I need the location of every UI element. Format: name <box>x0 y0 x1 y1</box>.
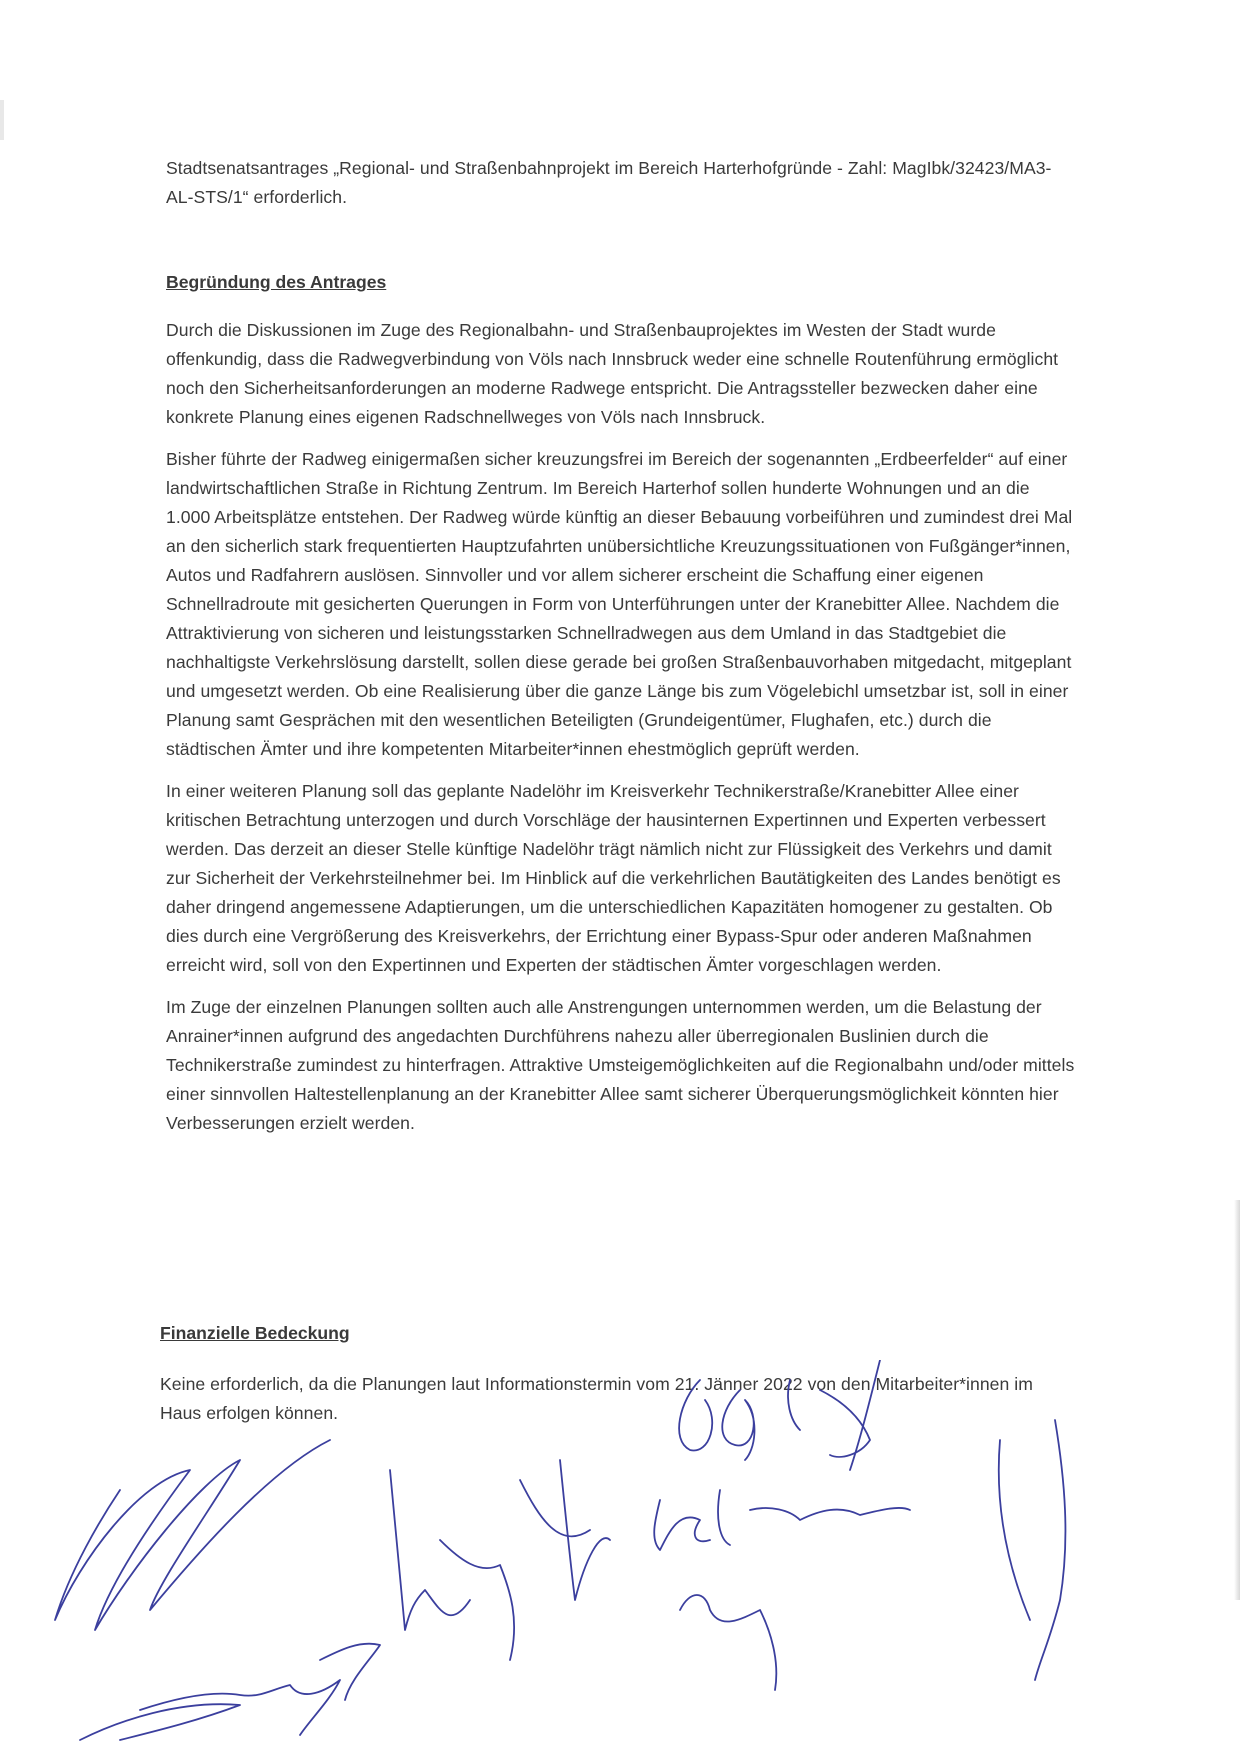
paragraph: Im Zuge der einzelnen Planungen sollten auch alle Anstrengungen unternommen werden, um die Belastung der Anrainer*innen aufgrund des angedachten Durchführens nahezu aller überregionalen Buslinien durch die Technikerstraße zumindest zu hinterfragen. Attraktive Umsteigemöglichkeiten auf die Regionalbahn und/oder mittels einer sinnvollen Haltestellenplanung an der Kranebitter Allee samt sicherer Überquerungsmöglichkeit könnten hier Verbesserungen erzielt werden. <box>166 997 1075 1133</box>
handwritten-signature <box>999 1420 1066 1680</box>
handwritten-signature <box>679 1360 880 1470</box>
intro-text: Stadtsenatsantrages „Regional- und Straßenbahnprojekt im Bereich Harterhofgründe - Zahl: MagIbk/32423/MA3-AL-STS/1“ erforderlich. <box>166 158 1052 207</box>
scan-edge-shadow <box>0 100 4 140</box>
paragraph: Bisher führte der Radweg einigermaßen sicher kreuzungsfrei im Bereich der sogenannten „Erdbeerfelder“ auf einer landwirtschaftlichen Straße in Richtung Zentrum. Im Bereich Harterhof sollen hunderte Wohnungen und an die 1.000 Arbeitsplätze entstehen. Der Radweg würde künftig an dieser Bebauung vorbeiführen und zumindest drei Mal an den sicherlich stark frequentierten Hauptzufahrten unübersichtliche Kreuzungssituationen von Fußgänger*innen, Autos und Radfahrern auslösen. Sinnvoller und vor allem sicherer erscheint die Schaffung einer eigenen Schnellradroute mit gesicherten Querungen in Form von Unterführungen unter der Kranebitter Allee. Nachdem die Attraktivierung von sicheren und leistungsstarken Schnellradwegen aus dem Umland in das Stadtgebiet die nachhaltigste Verkehrslösung darstellt, sollen diese gerade bei großen Straßenbauvorhaben mitgedacht, mitgeplant und umgesetzt werden. Ob eine Realisierung über die ganze Länge bis zum Vögelebichl umsetzbar ist, soll in einer Planung samt Gesprächen mit den wesentlichen Beteiligten (Grundeigentümer, Flughafen, etc.) durch die städtischen Ämter und ihre kompetenten Mitarbeiter*innen ehestmöglich geprüft werden. <box>166 449 1073 759</box>
paragraph: In einer weiteren Planung soll das geplante Nadelöhr im Kreisverkehr Technikerstraße/Kranebitter Allee einer kritischen Betrachtung unterzogen und durch Vorschläge der hausinternen Expertinnen und Experten verbessert werden. Das derzeit an dieser Stelle künftige Nadelöhr trägt nämlich nicht zur Flüssigkeit des Verkehrs und damit zur Sicherheit der Verkehrsteilnehmer bei. Im Hinblick auf die verkehrlichen Bautätigkeiten des Landes benötigt es daher dringend angemessene Adaptierungen, um die unterschiedlichen Kapazitäten homogener zu gestalten. Ob dies durch eine Vergrößerung des Kreisverkehrs, der Errichtung einer Bypass-Spur oder anderen Maßnahmen erreicht wird, soll von den Expertinnen und Experten der städtischen Ämter vorgeschlagen werden. <box>166 781 1061 975</box>
finanzierung-text: Keine erforderlich, da die Planungen laut Informationstermin vom 21. Jänner 2022 von den Mitarbeiter*innen im Haus erfolgen können. <box>160 1374 1033 1423</box>
section-heading-finanzierung: Finanzielle Bedeckung <box>160 1323 350 1343</box>
intro-paragraph <box>166 154 1076 212</box>
handwritten-signature <box>390 1470 590 1660</box>
section-begruendung-body <box>166 316 1076 1151</box>
section-heading-begruendung: Begründung des Antrages <box>166 272 387 292</box>
handwritten-signature <box>55 1440 330 1740</box>
paragraph: Durch die Diskussionen im Zuge des Regionalbahn- und Straßenbauprojektes im Westen der Stadt wurde offenkundig, dass die Radwegverbindung von Völs nach Innsbruck weder eine schnelle Routenführung ermöglicht noch den Sicherheitsanforderungen an moderne Radwege entspricht. Die Antragssteller bezwecken daher eine konkrete Planung eines eigenen Radschnellweges von Völs nach Innsbruck. <box>166 320 1059 427</box>
handwritten-signature <box>654 1490 910 1690</box>
handwritten-signature <box>560 1460 610 1600</box>
handwritten-signature <box>140 1644 380 1735</box>
signatures-area <box>0 1360 1240 1754</box>
